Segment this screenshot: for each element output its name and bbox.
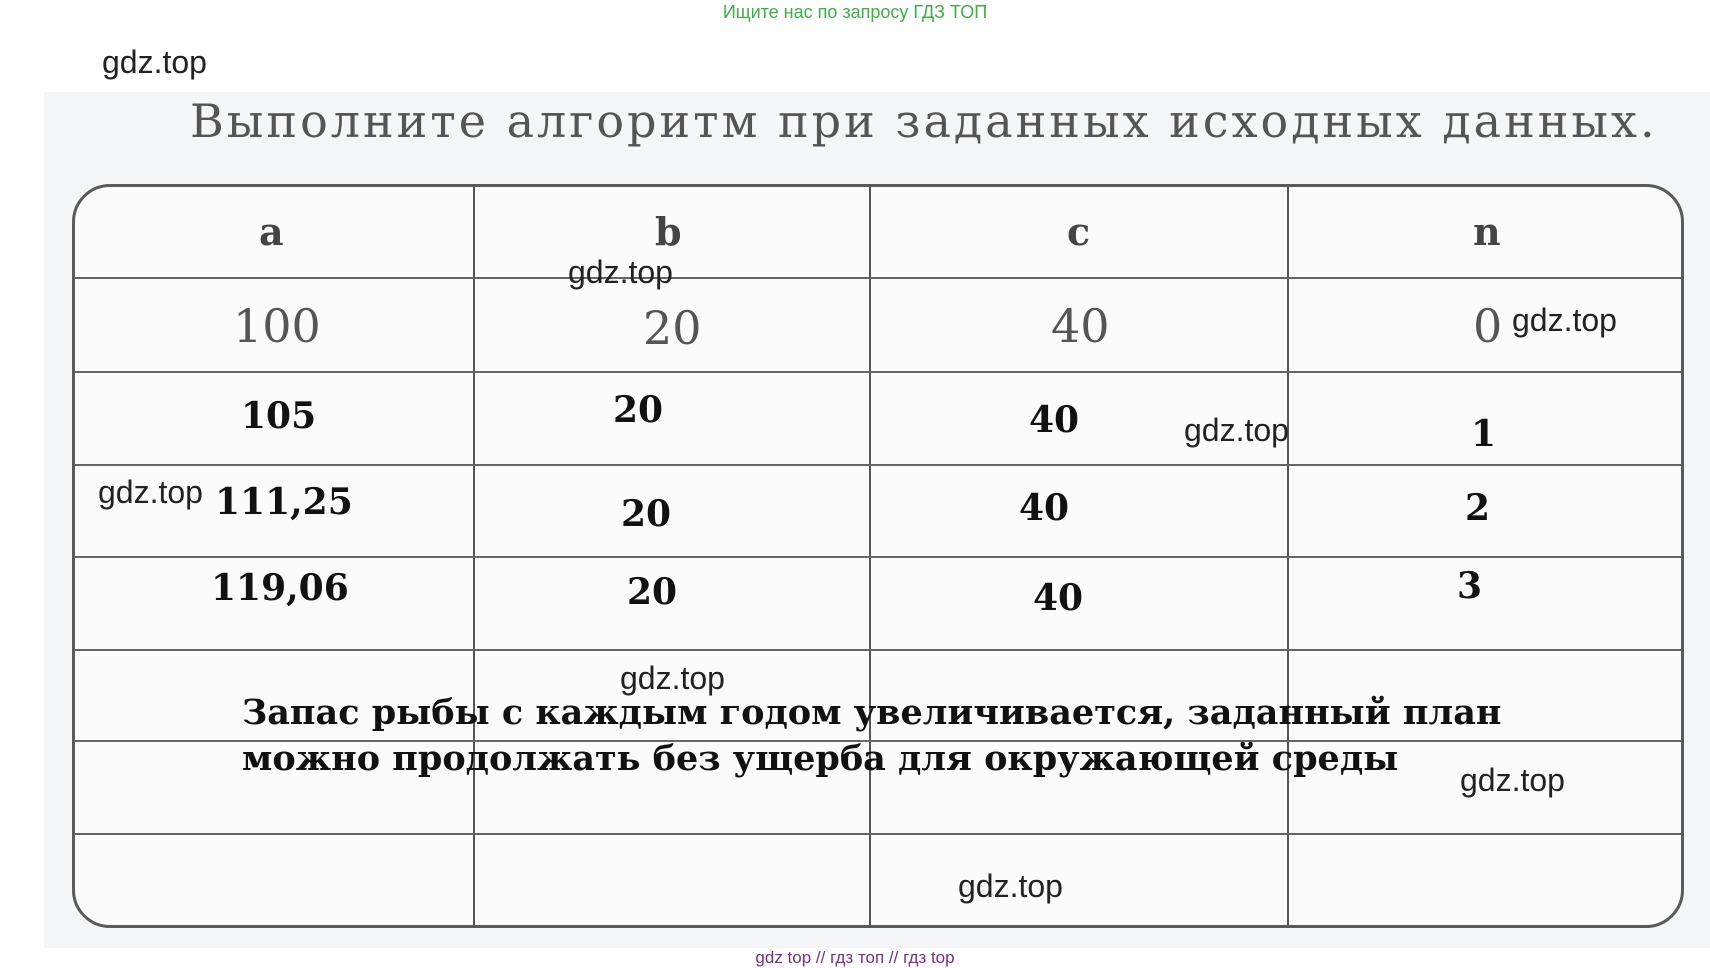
- row1-c: 40: [1029, 399, 1080, 441]
- row2-n: 2: [1465, 487, 1491, 529]
- watermark: gdz.top: [1460, 762, 1565, 798]
- watermark: gdz.top: [102, 44, 207, 80]
- row-divider: [75, 464, 1681, 466]
- row-divider: [75, 371, 1681, 373]
- row3-a: 119,06: [211, 567, 349, 609]
- row2-c: 40: [1019, 487, 1070, 529]
- row3-c: 40: [1033, 577, 1084, 619]
- row-divider: [75, 833, 1681, 835]
- row1-a: 105: [241, 395, 317, 437]
- conclusion-text: [242, 690, 1502, 782]
- conclusion-line-2: можно продолжать без ущерба для окружающей среды: [242, 738, 1399, 779]
- watermark: gdz.top: [620, 660, 725, 696]
- given-c: 40: [1051, 299, 1110, 353]
- header-a: a: [259, 209, 284, 254]
- header-c: c: [1067, 209, 1091, 254]
- row-divider: [75, 277, 1681, 279]
- algorithm-table: [72, 184, 1684, 928]
- footer-links[interactable]: gdz top // гдз топ // гдз top: [755, 948, 955, 967]
- row-divider: [75, 556, 1681, 558]
- row1-n: 1: [1471, 413, 1497, 455]
- watermark: gdz.top: [98, 474, 203, 510]
- watermark: gdz.top: [958, 868, 1063, 904]
- conclusion-line-1: Запас рыбы с каждым годом увеличивается, заданный план: [242, 692, 1502, 733]
- row2-b: 20: [621, 493, 672, 535]
- watermark: gdz.top: [568, 254, 673, 290]
- given-n: 0: [1473, 299, 1503, 353]
- given-a: 100: [233, 299, 321, 353]
- row1-b: 20: [613, 389, 664, 431]
- row-divider: [75, 649, 1681, 651]
- given-b: 20: [643, 301, 702, 355]
- watermark: gdz.top: [1184, 412, 1289, 448]
- row3-b: 20: [627, 571, 678, 613]
- header-b: b: [655, 209, 682, 254]
- header-n: n: [1473, 209, 1501, 254]
- row3-n: 3: [1457, 565, 1483, 607]
- watermark: gdz.top: [1512, 302, 1617, 338]
- search-banner[interactable]: Ищите нас по запросу ГДЗ ТОП: [722, 2, 988, 22]
- row2-a: 111,25: [215, 481, 353, 523]
- task-heading: Выполните алгоритм при заданных исходных данных.: [190, 94, 1658, 148]
